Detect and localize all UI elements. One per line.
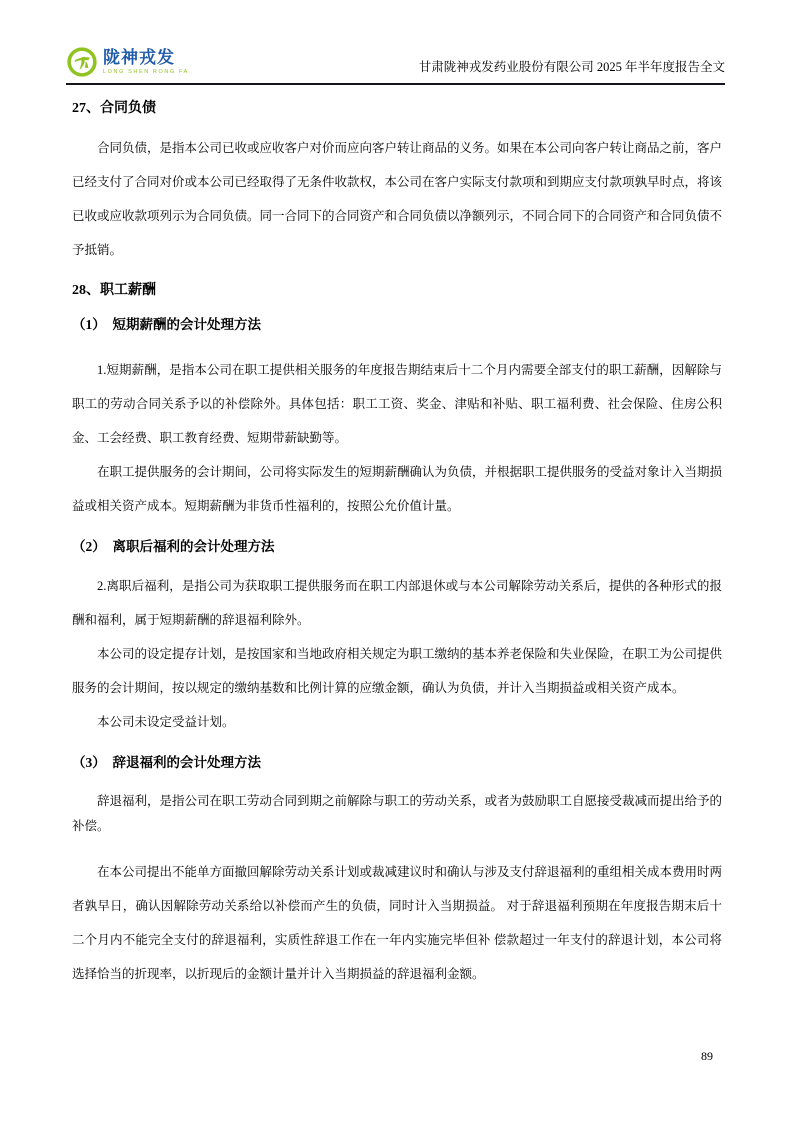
subsection-28-1-paragraph-1: 1.短期薪酬，是指本公司在职工提供相关服务的年度报告期结束后十二个月内需要全部支付的职工薪酬，因解除与职工的劳动合同关系予以的补偿除外。具体包括：职工工资、奖金、津贴和补贴、职工福利费、社会保险、住房公积金、工会经费、职工教育经费、短期带薪缺勤等。 <box>72 363 722 445</box>
section-27-heading: 27、合同负债 <box>72 101 156 116</box>
company-name-en: LONG SHEN RONG FA <box>103 68 189 75</box>
document-body <box>0 99 793 991</box>
section-28-heading: 28、职工薪酬 <box>72 283 156 298</box>
company-logo-icon <box>66 46 98 78</box>
subsection-28-3-paragraph-2: 在本公司提出不能单方面撤回解除劳动关系计划或裁减建议时和确认与涉及支付辞退福利的重组相关成本费用时两者孰早日，确认因解除劳动关系给以补偿而产生的负债，同时计入当期损益。 对于辞退福利预期在年度报告期末后十二个月内不能完全支付的辞退福利，实质性辞退工作在一年内实施完毕但补 偿款超过一年支付的辞退计划，本公司将选择恰当的折现率，以折现后的金额计量并计入当期损益的辞退福利金额。 <box>72 865 723 981</box>
company-logo <box>66 46 189 78</box>
subsection-28-2-paragraph-3: 本公司未设定受益计划。 <box>97 715 235 729</box>
company-name-cn: 陇神戎发 <box>103 48 175 68</box>
subsection-28-2-paragraph-2: 本公司的设定提存计划，是按国家和当地政府相关规定为职工缴纳的基本养老保险和失业保险，在职工为公司提供服务的会计期间，按以规定的缴纳基数和比例计算的应缴金额，确认为负债，并计入当期损益或相关资产成本。 <box>72 647 723 695</box>
subsection-28-2-paragraph-1: 2.离职后福利，是指公司为获取职工提供服务而在职工内部退休或与本公司解除劳动关系后，提供的各种形式的报酬和福利，属于短期薪酬的辞退福利除外。 <box>72 579 722 627</box>
section-27-paragraph: 合同负债，是指本公司已收或应收客户对价而应向客户转让商品的义务。如果在本公司向客户转让商品之前，客户已经支付了合同对价或本公司已经取得了无条件收款权，本公司在客户实际支付款项和到期应支付款项孰早时点，将该已收或应收款项列示为合同负债。同一合同下的合同资产和合同负债以净额列示，不同合同下的合同资产和合同负债不予抵销。 <box>72 141 723 257</box>
page-number: 89 <box>701 1049 713 1063</box>
subsection-28-1-paragraph-2: 在职工提供服务的会计期间，公司将实际发生的短期薪酬确认为负债，并根据职工提供服务的受益对象计入当期损益或相关资产成本。短期薪酬为非货币性福利的，按照公允价值计量。 <box>72 465 723 513</box>
subsection-28-3-heading: （3） 辞退福利的会计处理方法 <box>72 755 261 770</box>
page-header <box>66 0 725 85</box>
subsection-28-3-paragraph-1: 辞退福利，是指公司在职工劳动合同到期之前解除与职工的劳动关系，或者为鼓励职工自愿接受裁减而提出给予的补偿。 <box>72 794 723 833</box>
subsection-28-2-heading: （2） 离职后福利的会计处理方法 <box>72 539 275 554</box>
report-title: 甘肃陇神戎发药业股份有限公司 2025 年半年度报告全文 <box>418 60 725 74</box>
subsection-28-1-heading: （1） 短期薪酬的会计处理方法 <box>72 317 261 332</box>
company-logo-text <box>103 49 189 75</box>
